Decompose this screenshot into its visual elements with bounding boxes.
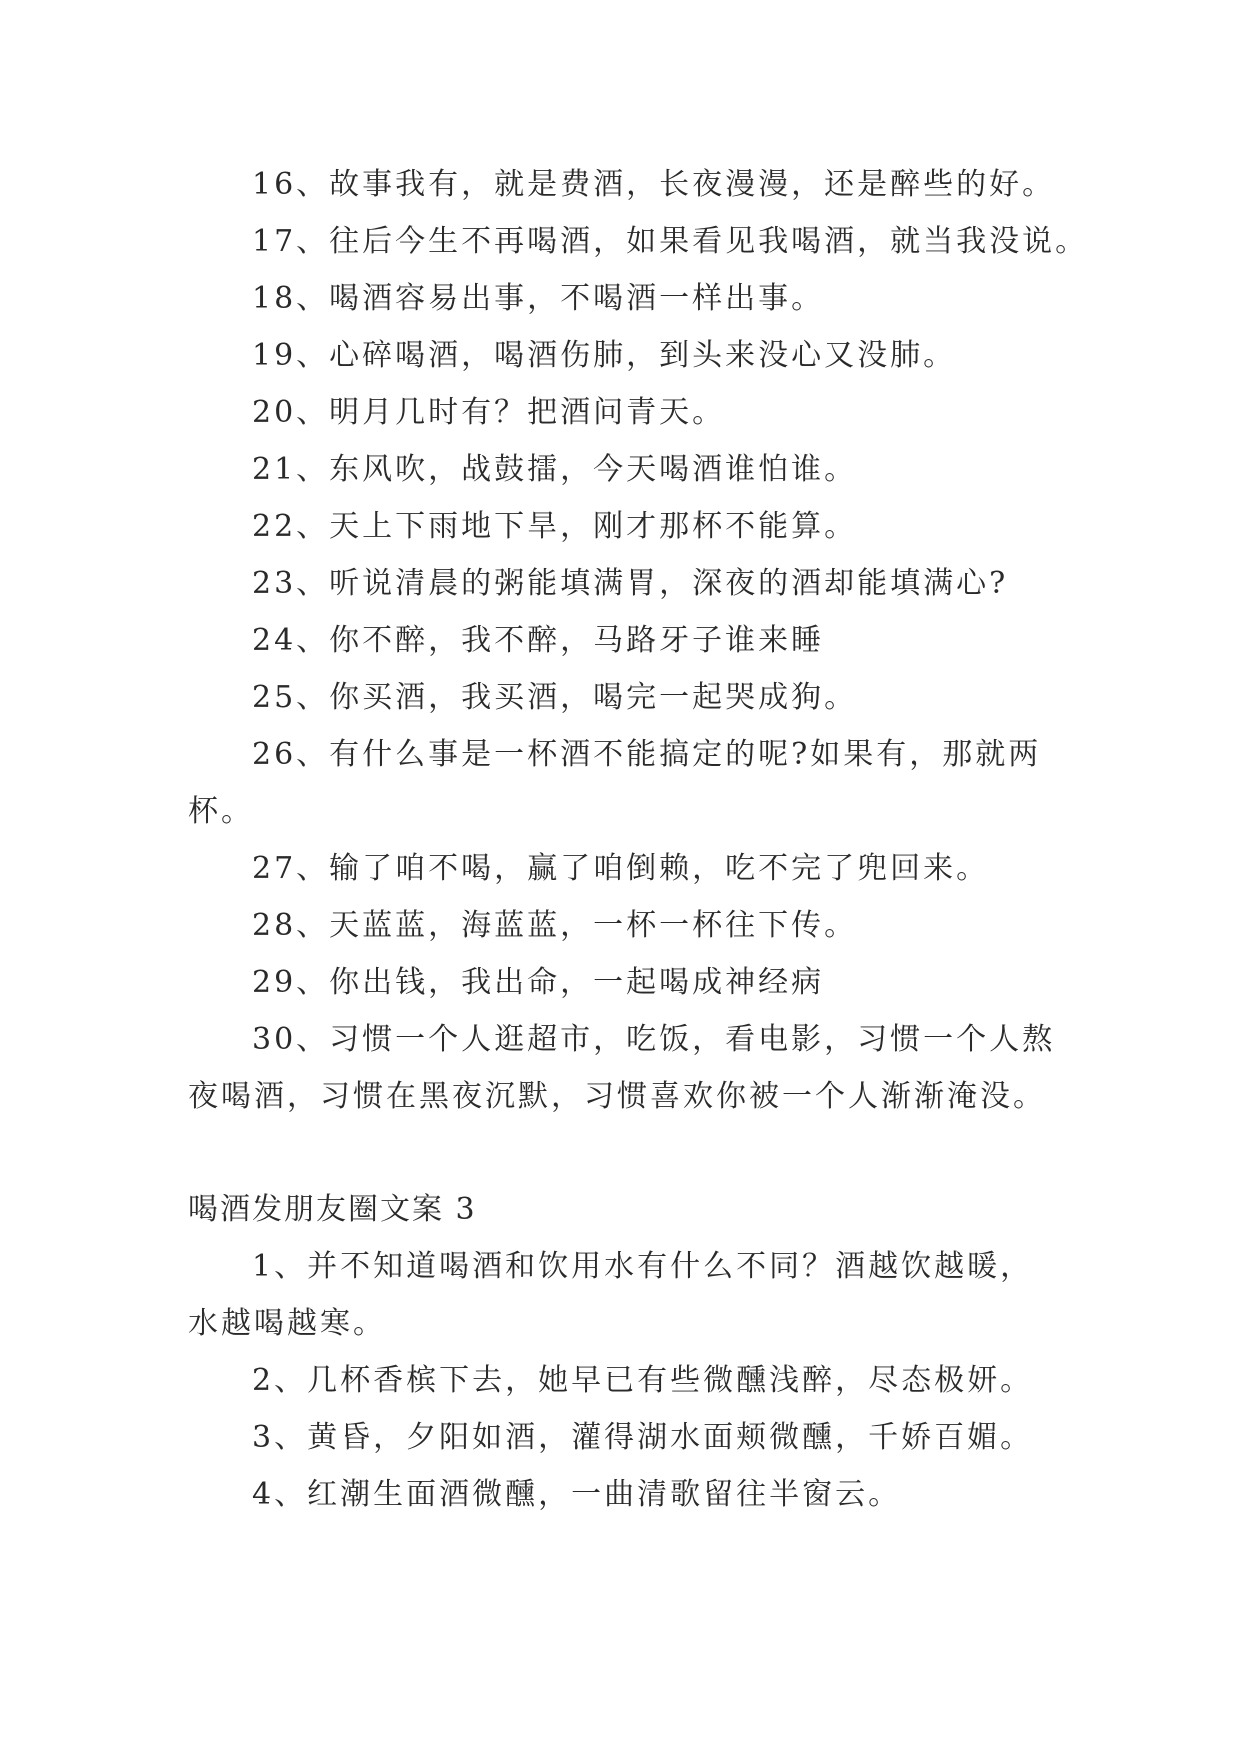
paragraph-item-19: 19、心碎喝酒，喝酒伤肺，到头来没心又没肺。 xyxy=(252,338,957,373)
paragraph-item-1-cont: 水越喝越寒。 xyxy=(188,1306,386,1341)
paragraph-item-22: 22、天上下雨地下旱，刚才那杯不能算。 xyxy=(252,509,858,544)
section-title: 喝酒发朋友圈文案 3 xyxy=(188,1192,477,1227)
paragraph-item-1: 1、并不知道喝酒和饮用水有什么不同？酒越饮越暖， xyxy=(252,1249,1034,1284)
paragraph-item-26: 26、有什么事是一杯酒不能搞定的呢?如果有，那就两 xyxy=(252,737,1042,772)
paragraph-item-4: 4、红潮生面酒微醺，一曲清歌留往半窗云。 xyxy=(252,1477,902,1512)
paragraph-item-25: 25、你买酒，我买酒，喝完一起哭成狗。 xyxy=(252,680,858,715)
paragraph-item-18: 18、喝酒容易出事，不喝酒一样出事。 xyxy=(252,281,825,316)
paragraph-item-30: 30、习惯一个人逛超市，吃饭，看电影，习惯一个人熬 xyxy=(252,1022,1056,1057)
paragraph-item-28: 28、天蓝蓝，海蓝蓝，一杯一杯往下传。 xyxy=(252,908,858,943)
paragraph-item-20: 20、明月几时有？把酒问青天。 xyxy=(252,395,726,430)
paragraph-item-26-cont: 杯。 xyxy=(188,794,254,829)
paragraph-item-24: 24、你不醉，我不醉，马路牙子谁来睡 xyxy=(252,623,825,658)
paragraph-item-27: 27、输了咱不喝，赢了咱倒赖，吃不完了兜回来。 xyxy=(252,851,990,886)
paragraph-item-29: 29、你出钱，我出命，一起喝成神经病 xyxy=(252,965,825,1000)
paragraph-item-2: 2、几杯香槟下去，她早已有些微醺浅醉，尽态极妍。 xyxy=(252,1363,1034,1398)
paragraph-item-21: 21、东风吹，战鼓擂，今天喝酒谁怕谁。 xyxy=(252,452,858,487)
paragraph-item-17: 17、往后今生不再喝酒，如果看见我喝酒，就当我没说。 xyxy=(252,224,1089,259)
paragraph-item-30-cont: 夜喝酒，习惯在黑夜沉默，习惯喜欢你被一个人渐渐淹没。 xyxy=(188,1079,1046,1114)
paragraph-item-16: 16、故事我有，就是费酒，长夜漫漫，还是醉些的好。 xyxy=(252,167,1056,202)
paragraph-item-3: 3、黄昏，夕阳如酒，灌得湖水面颊微醺，千娇百媚。 xyxy=(252,1420,1034,1455)
paragraph-item-23: 23、听说清晨的粥能填满胃，深夜的酒却能填满心? xyxy=(252,566,1009,601)
